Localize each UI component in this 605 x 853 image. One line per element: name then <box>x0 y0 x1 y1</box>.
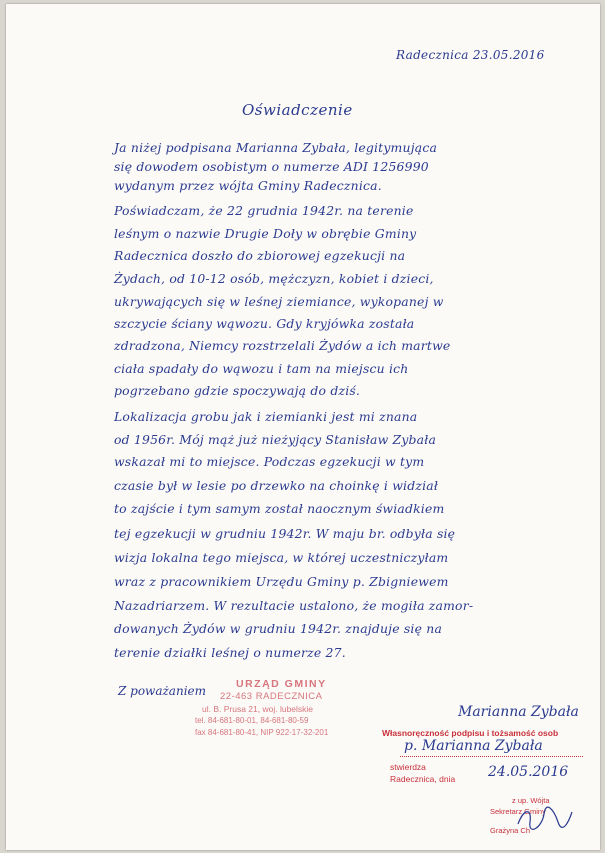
official-signature-scribble <box>514 804 574 832</box>
attest-label: stwierdza <box>390 762 426 772</box>
body-line: Poświadczam, że 22 grudnia 1942r. na terenie <box>114 203 414 218</box>
body-line: wizja lokalna tego miejsca, w której uczestniczyłam <box>114 550 449 565</box>
body-line: wskazał mi to miejsce. Podczas egzekucji w tym <box>114 454 425 469</box>
stamp-address: ul. B. Prusa 21, woj. lubelskie <box>202 704 314 714</box>
body-line: Radecznica doszło do zbiorowej egzekucji na <box>114 248 406 263</box>
body-line: ukrywających się w leśnej ziemiance, wykopanej w <box>114 294 444 309</box>
official-role: Sekretarz Gminy <box>490 807 546 816</box>
certified-name: p. Marianna Zybała <box>404 738 543 754</box>
body-line: leśnym o nazwie Drugie Doły w obrębie Gminy <box>114 226 417 241</box>
body-line: czasie był w lesie po drzewko na choinkę i widział <box>114 478 439 493</box>
office-stamp <box>192 678 367 744</box>
closing-phrase: Z poważaniem <box>118 684 207 698</box>
body-line: pogrzebano gdzie spoczywają do dziś. <box>114 383 361 398</box>
stamp-office-name: URZĄD GMINY <box>236 678 327 690</box>
body-line: wydanym przez wójta Gminy Radecznica. <box>114 178 382 193</box>
body-line: terenie działki leśnej o numerze 27. <box>114 645 346 660</box>
document-title: Oświadczenie <box>242 101 353 119</box>
stamp-phone: tel. 84-681-80-01, 84-681-80-59 <box>195 716 309 725</box>
official-name: Grażyna Ch <box>490 826 531 835</box>
body-line: zdradzona, Niemcy rozstrzelali Żydów a ich martwe <box>114 338 451 353</box>
body-line: szczycie ściany wąwozu. Gdy kryjówka została <box>114 316 415 331</box>
official-authority: z up. Wójta <box>512 796 550 805</box>
body-line: Nazadriarzem. W rezultacie ustalono, że mogiła zamor- <box>114 598 474 613</box>
document-page <box>6 4 600 850</box>
stamp-fax-nip: fax 84-681-80-41, NIP 922-17-32-201 <box>195 728 329 737</box>
body-line: Lokalizacja grobu jak i ziemianki jest mi znana <box>114 409 418 424</box>
body-line: od 1956r. Mój mąż już nieżyjący Stanisław Zybała <box>114 432 437 447</box>
body-line: wraz z pracownikiem Urzędu Gminy p. Zbigniewem <box>114 574 449 589</box>
body-line: to zajście i tym samym został naocznym świadkiem <box>114 501 445 516</box>
body-line: tej egzekucji w grudniu 1942r. W maju br. odbyła się <box>114 526 456 541</box>
body-line: się dowodem osobistym o numerze ADI 1256990 <box>114 159 429 174</box>
signature-certification-label: Własnoręczność podpisu i tożsamość osob <box>382 728 559 738</box>
body-line: Ja niżej podpisana Marianna Zybała, legitymująca <box>114 140 438 155</box>
body-line: ciała spadały do wąwozu i tam na miejscu ich <box>114 361 409 376</box>
body-line: dowanych Żydów w grudniu 1942r. znajduje się na <box>114 621 443 636</box>
name-underline <box>400 756 583 757</box>
signature-handwritten: Marianna Zybała <box>458 704 579 720</box>
certification-date: 24.05.2016 <box>488 764 569 780</box>
stamp-postcode: 22-463 RADECZNICA <box>220 691 323 702</box>
location-label: Radecznica, dnia <box>390 774 456 784</box>
place-date: Radecznica 23.05.2016 <box>396 48 545 62</box>
body-line: Żydach, od 10-12 osób, mężczyzn, kobiet i dzieci, <box>114 271 434 286</box>
